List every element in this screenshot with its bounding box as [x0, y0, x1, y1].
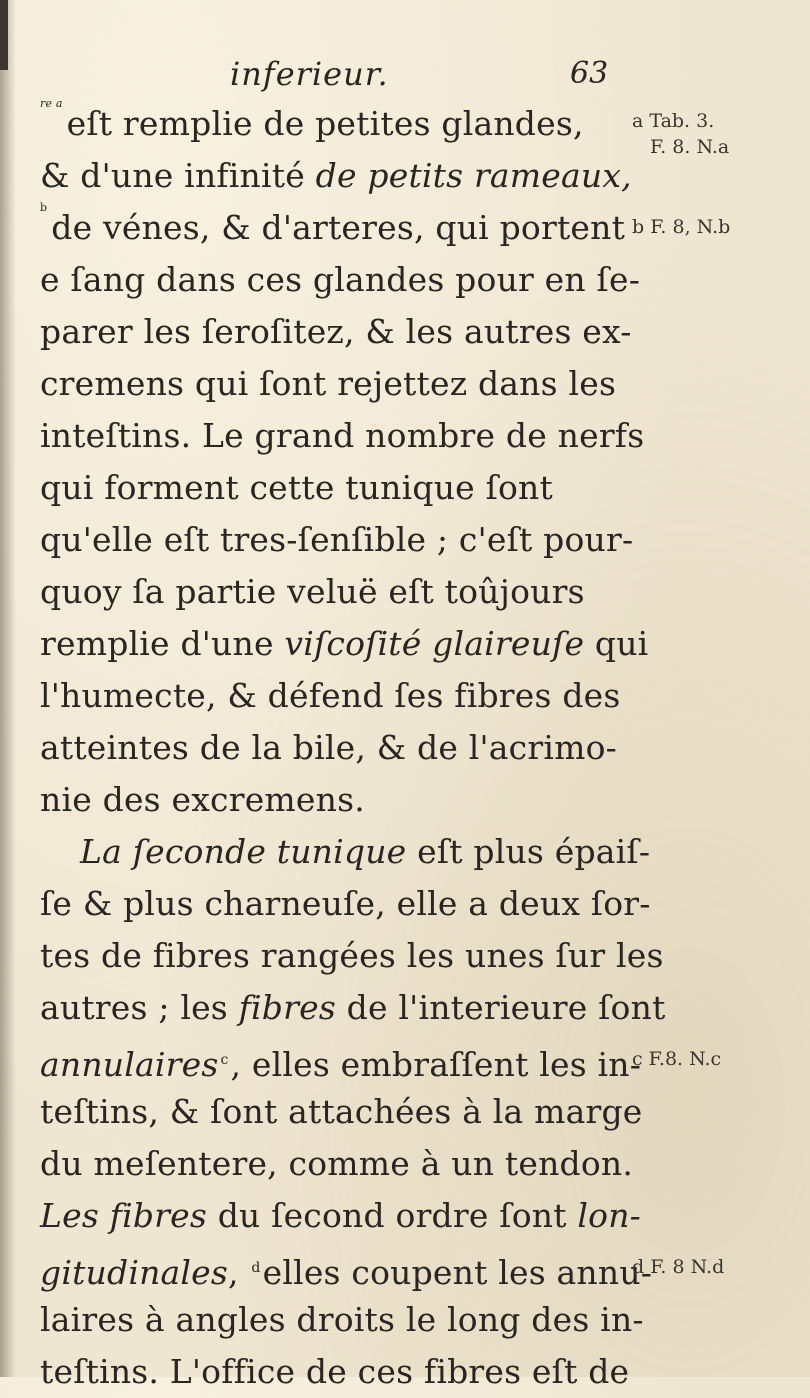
italic-phrase: viſcoſité glaireuſe: [284, 624, 585, 663]
text-line: [40, 722, 630, 774]
margin-note-b: b F. 8, N.b: [632, 216, 731, 238]
line-text: eſt plus épaiſ-: [406, 832, 651, 871]
binding-edge: [0, 0, 8, 70]
note-mark: c: [220, 1052, 229, 1068]
text-line: [40, 410, 645, 462]
line-text: qu'elle eſt tres-ſenſible ; c'eſt pour-: [40, 520, 634, 559]
running-head: [230, 52, 630, 96]
line-text: de vénes, & d'arteres, qui portent: [51, 208, 626, 247]
line-text: du ſecond ordre ſont: [207, 1196, 578, 1235]
text-line: [40, 1346, 630, 1391]
text-line: [40, 202, 630, 254]
margin-note-d: d F. 8 N.d: [632, 1256, 725, 1278]
note-mark: b: [40, 201, 48, 214]
line-text: inteſtins. Le grand nombre de nerfs: [40, 416, 645, 455]
text-line: [40, 1034, 642, 1086]
line-text: e ſang dans ces glandes pour en ſe-: [40, 260, 641, 299]
margin-note-c: c F.8. N.c: [632, 1048, 722, 1070]
line-text: atteintes de la bile, & de l'acrimo-: [40, 728, 617, 767]
text-line: [40, 982, 666, 1034]
line-text: l'humecte, & défend ſes fibres des: [40, 676, 621, 715]
text-line: [40, 1242, 653, 1294]
text-line: [40, 1190, 642, 1242]
italic-phrase: lon-: [577, 1196, 642, 1235]
line-text: de l'interieure ſont: [335, 988, 666, 1027]
text-line: [40, 150, 630, 202]
line-text: tes de fibres rangées les unes ſur les: [40, 936, 664, 975]
italic-phrase: de petits rameaux,: [315, 156, 632, 195]
italic-phrase: gitudinales: [40, 1253, 229, 1292]
note-mark: d: [251, 1260, 261, 1276]
line-text: quoy ſa partie veluë eſt toûjours: [40, 572, 585, 611]
text-line: [40, 1138, 634, 1190]
line-text: cremens qui ſont rejettez dans les: [40, 364, 617, 403]
italic-phrase: La ſeconde tunique: [80, 832, 407, 871]
text-line: [40, 930, 664, 982]
text-line: [40, 1294, 644, 1346]
line-text: qui: [584, 624, 649, 663]
line-text: eſt remplie de petites glandes,: [66, 104, 584, 143]
line-prefix: re a: [40, 97, 63, 110]
text-line: [40, 1086, 643, 1138]
italic-phrase: Les fibres: [40, 1196, 207, 1235]
margin-note-a: a Tab. 3.: [632, 110, 715, 132]
italic-phrase: fibres: [238, 988, 336, 1027]
text-line: [40, 670, 630, 722]
running-head-title: inferieur.: [230, 55, 389, 93]
text-line: [40, 98, 630, 150]
line-text: parer les ſeroſitez, & les autres ex-: [40, 312, 632, 351]
line-text: teſtins. L'office de ces fibres eſt de: [40, 1352, 630, 1391]
text-line: [40, 774, 630, 826]
line-text: , elles embraſſent les in-: [230, 1045, 642, 1084]
line-text: nie des excremens.: [40, 780, 365, 819]
text-line: [40, 358, 630, 410]
line-text: & d'une infinité: [40, 156, 316, 195]
text-line: [40, 514, 634, 566]
line-text: elles coupent les annu-: [262, 1253, 653, 1292]
line-text: remplie d'une: [40, 624, 285, 663]
line-text: ,: [228, 1253, 250, 1292]
line-text: qui forment cette tunique ſont: [40, 468, 553, 507]
text-line: [40, 566, 630, 618]
text-line: [40, 618, 649, 670]
line-text: ſe & plus charneuſe, elle a deux ſor-: [40, 884, 651, 923]
italic-phrase: annulaires: [40, 1045, 219, 1084]
page-number: 63: [570, 56, 609, 91]
gutter-shadow: [0, 0, 16, 1377]
line-text: teſtins, & ſont attachées à la marge: [40, 1092, 643, 1131]
text-line: [40, 254, 641, 306]
text-line: [40, 826, 670, 878]
text-line: [40, 878, 651, 930]
line-text: du meſentere, comme à un tendon.: [40, 1144, 634, 1183]
margin-note-a-cont: F. 8. N.a: [650, 136, 730, 158]
text-line: [40, 306, 630, 358]
line-text: laires à angles droits le long des in-: [40, 1300, 644, 1339]
line-text: autres ; les: [40, 988, 239, 1027]
text-line: [40, 462, 630, 514]
